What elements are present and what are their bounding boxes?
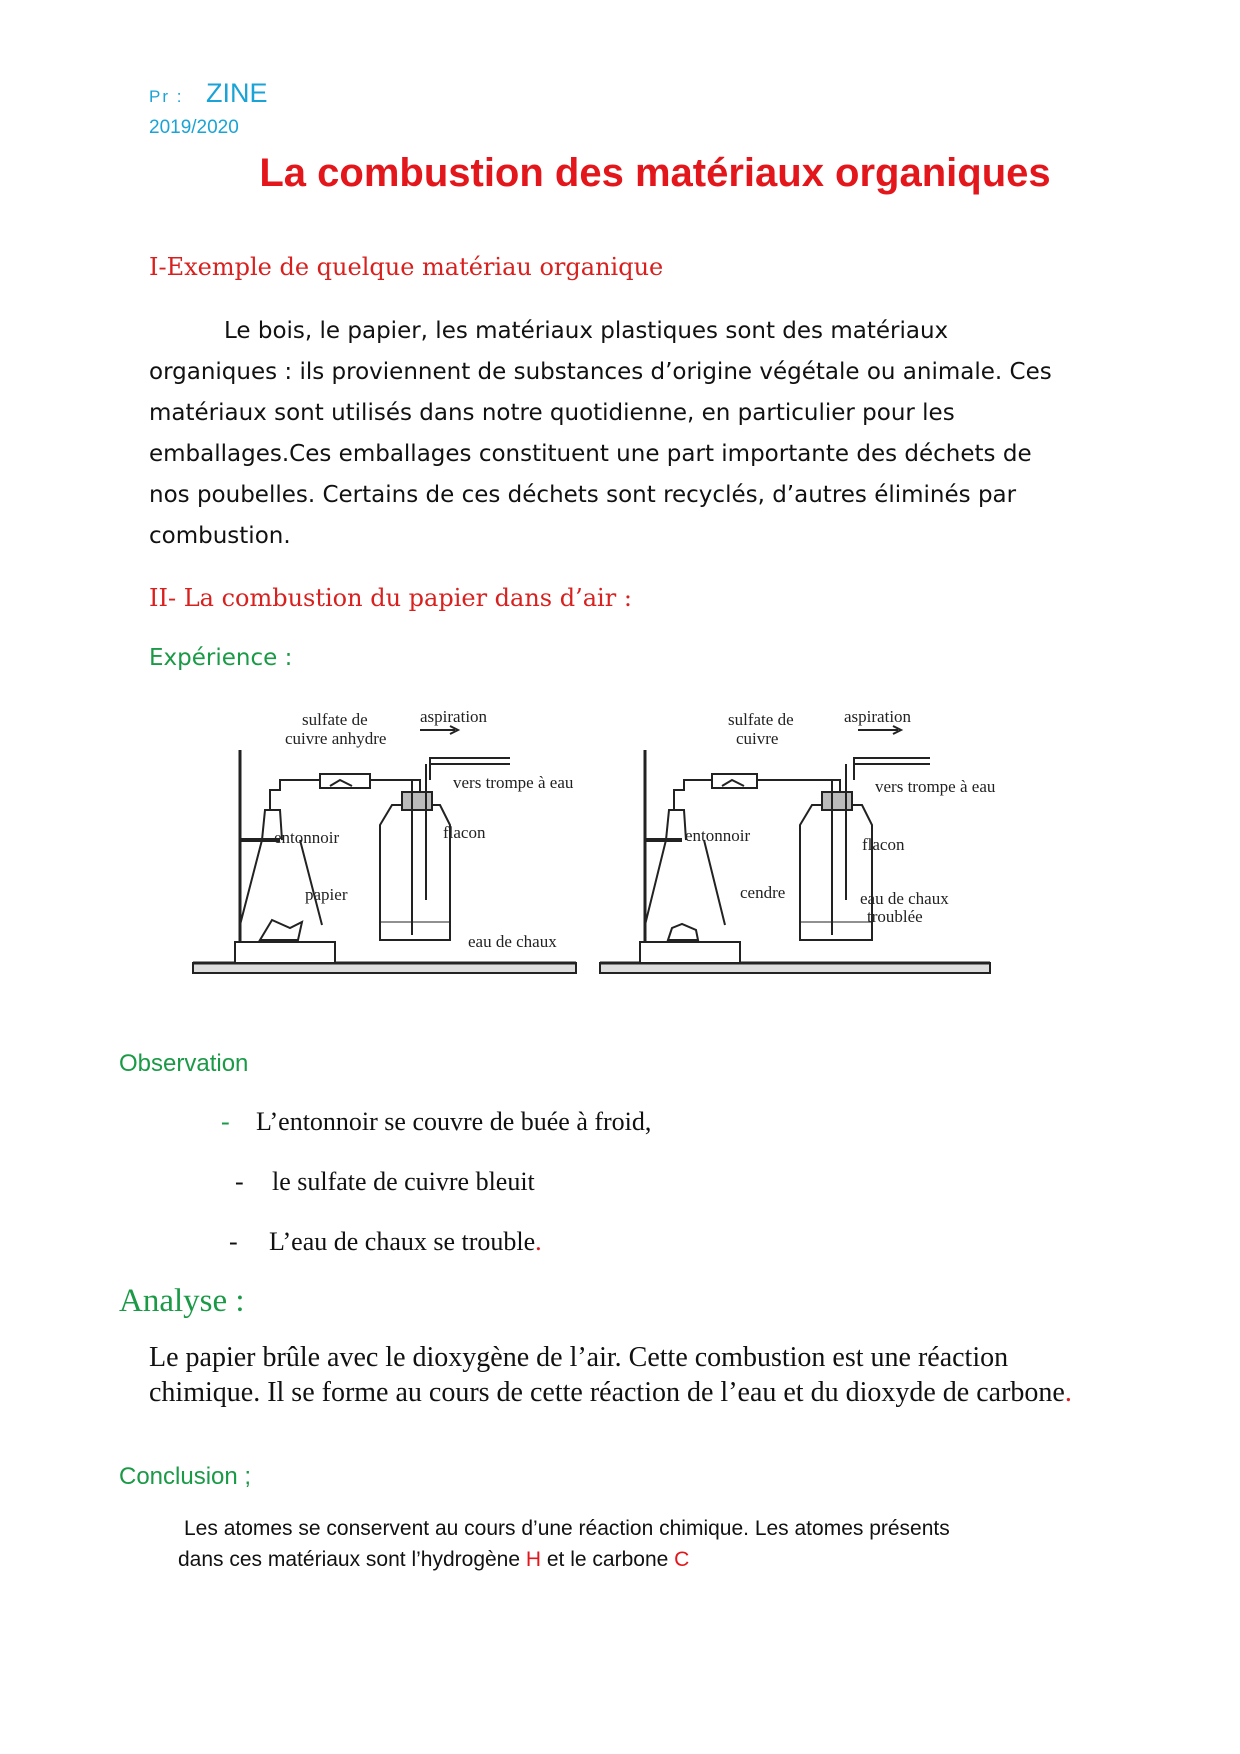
right-apparatus	[600, 726, 990, 973]
right-label-entonnoir: entonnoir	[685, 826, 751, 845]
section-2-heading: II- La combustion du papier dans d’air :	[149, 584, 632, 612]
right-label-chaux: eau de chaux	[860, 889, 949, 908]
right-label-trompe: vers trompe à eau	[875, 777, 996, 796]
left-base	[235, 942, 335, 963]
experiment-diagram	[180, 700, 1020, 1000]
right-label-chaux2: troublée	[867, 907, 923, 926]
right-label-sulfate: sulfate de	[728, 710, 794, 729]
right-ash	[668, 924, 698, 940]
observation-item: L’entonnoir se couvre de buée à froid,	[256, 1107, 652, 1136]
observation-item: le sulfate de cuivre bleuit	[272, 1167, 535, 1196]
right-label-cendre: cendre	[740, 883, 786, 902]
conclusion-heading: Conclusion ;	[119, 1463, 252, 1490]
page-title: La combustion des matériaux organiques	[259, 151, 1051, 195]
experience-label: Expérience :	[149, 645, 293, 671]
observation-item: L’eau de chaux se trouble.	[269, 1227, 542, 1256]
left-label-entonnoir: entonnoir	[274, 828, 340, 847]
left-funnel	[240, 840, 322, 925]
observation-dash: -	[229, 1227, 238, 1256]
right-label-aspiration: aspiration	[844, 707, 912, 726]
left-paper	[260, 920, 302, 940]
left-label-sulfate: sulfate de	[302, 710, 368, 729]
section-1-paragraph: Le bois, le papier, les matériaux plastiques sont des matériaux organiques : ils proviennent de substances d’origine végétale ou animale. Ces matériaux sont utilisés dans notre quotidienne, en particulier pour les emballages.Ces emballages constituent une part importante des déchets de nos poubelles. Certains de ces déchets sont recyclés, d’autres éliminés par combustion.	[149, 318, 1052, 549]
analyse-heading: Analyse :	[119, 1283, 245, 1319]
right-flask	[800, 805, 872, 940]
section-1-heading: I-Exemple de quelque matériau organique	[149, 253, 664, 281]
left-label-sulfate2: cuivre anhydre	[285, 729, 387, 748]
left-sulfate-tube	[320, 774, 370, 788]
hydrogen-symbol: H	[525, 1548, 542, 1571]
author-name: ZINE	[206, 78, 268, 108]
carbon-symbol: C	[674, 1548, 690, 1571]
left-label-chaux: eau de chaux	[468, 932, 557, 951]
right-label-sulfate2: cuivre	[736, 729, 779, 748]
author-label: Pr :	[149, 87, 184, 106]
left-label-aspiration: aspiration	[420, 707, 488, 726]
school-year: 2019/2020	[149, 117, 239, 138]
right-base	[640, 942, 740, 963]
observation-heading: Observation	[119, 1050, 249, 1077]
conclusion-paragraph: Les atomes se conservent au cours d’une réaction chimique. Les atomes présents dans ces matériaux sont l’hydrogène H et le carbone C	[178, 1517, 950, 1571]
observation-dash: -	[235, 1167, 244, 1196]
analyse-paragraph: Le papier brûle avec le dioxygène de l’air. Cette combustion est une réaction chimique. Il se forme au cours de cette réaction de l’eau et du dioxyde de carbone.	[149, 1342, 1072, 1408]
left-label-papier: papier	[305, 885, 348, 904]
right-funnel	[645, 840, 725, 925]
left-label-trompe: vers trompe à eau	[453, 773, 574, 792]
left-label-flacon: flacon	[443, 823, 486, 842]
right-label-flacon: flacon	[862, 835, 905, 854]
left-flask	[380, 805, 450, 940]
observation-dash: -	[221, 1107, 230, 1136]
